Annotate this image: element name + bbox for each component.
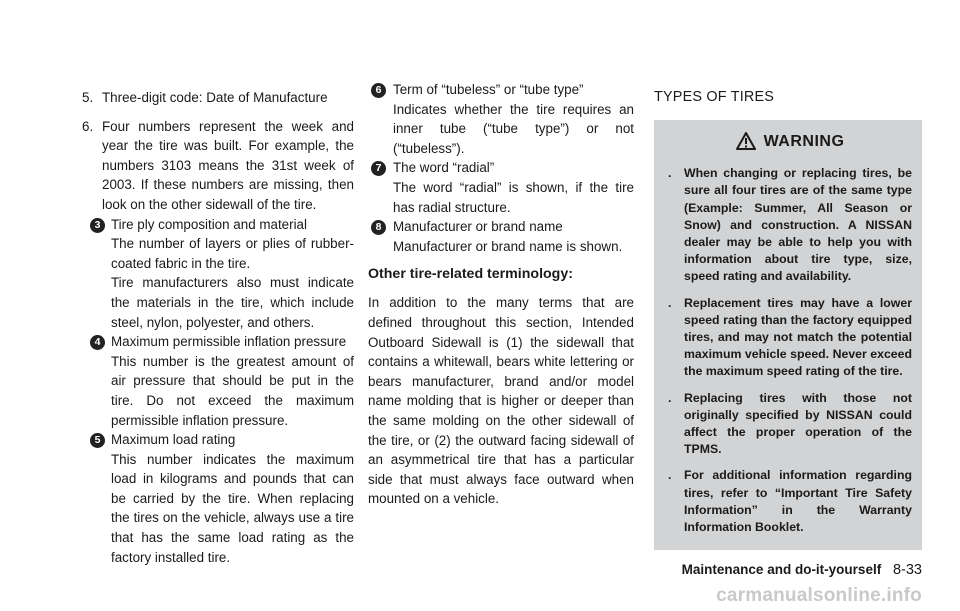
sub-item-body: Tire manufacturers also must indicate the materials in the tire, which include steel, nylon, polyester, and others. bbox=[111, 275, 354, 330]
page-footer bbox=[682, 562, 922, 578]
watermark: carmanualsonline.info bbox=[716, 585, 922, 606]
sub-item-body: Manufacturer or brand name is shown. bbox=[393, 238, 623, 254]
warning-item bbox=[668, 295, 912, 381]
sub-item-tubeless bbox=[368, 80, 634, 158]
warning-header bbox=[668, 132, 912, 152]
column-right bbox=[654, 80, 922, 550]
warning-text: When changing or replacing tires, be sure all four tires are of the same type (Example: Summer, All Season or Snow) and construction. A NISSAN dealer may be able to help you with information about tire type, size, speed rating and availability. bbox=[684, 166, 912, 284]
sub-item-title: Term of “tubeless” or “tube type” bbox=[393, 82, 584, 97]
sub-item-manufacturer bbox=[368, 217, 634, 256]
warning-text: For additional information regarding tires, refer to “Important Tire Safety Information” in the Warranty Information Booklet. bbox=[684, 468, 912, 535]
circled-number-badge: 3 bbox=[90, 218, 105, 233]
column-left bbox=[82, 80, 354, 567]
warning-text: Replacing tires with those not originally specified by NISSAN could affect the proper operation of the TPMS. bbox=[684, 390, 912, 457]
bullet: . bbox=[668, 390, 672, 405]
sub-item-radial bbox=[368, 158, 634, 217]
warning-label: WARNING bbox=[763, 132, 845, 150]
circled-number-badge: 5 bbox=[90, 433, 105, 448]
sub-item-title: Tire ply composition and material bbox=[111, 216, 307, 232]
terminology-paragraph: In addition to the many terms that are defined throughout this section, Intended Outboard Sidewall is (1) the sidewall that contains a whitewall, bears white lettering or bears manufacturer, brand and/or model name molding that is higher or deeper than the same molding on the other sidewall of the tire, or (2) the outward facing sidewall of an asymmetrical tire that has a particular side that must always face outward when mounted on a vehicle. bbox=[368, 295, 634, 507]
item-number: 5. bbox=[82, 90, 94, 105]
circled-number-badge: 4 bbox=[90, 335, 105, 350]
bullet: . bbox=[668, 468, 672, 483]
circled-number-badge: 8 bbox=[371, 220, 386, 235]
warning-box bbox=[654, 120, 922, 551]
sub-item-max-load bbox=[82, 430, 354, 567]
list-item bbox=[82, 117, 354, 215]
item-text: Three-digit code: Date of Manufacture bbox=[102, 90, 328, 105]
warning-item bbox=[668, 390, 912, 459]
item-text: Four numbers represent the week and year the tire was built. For example, the numbers 3103 means the 31st week of 2003. If these numbers are missing, then look on the other sidewall of the tire. bbox=[102, 118, 354, 212]
sub-item-body: This number is the greatest amount of air pressure that should be put in the tire. Do not exceed the maximum permissible inflation pressure. bbox=[111, 353, 354, 428]
section-title: TYPES OF TIRES bbox=[654, 89, 775, 105]
warning-text: Replacement tires may have a lower speed rating than the factory equipped tires, and may not match the potential maximum vehicle speed. Never exceed the maximum speed rating of the tire. bbox=[684, 295, 912, 379]
sub-item-title: Manufacturer or brand name bbox=[393, 219, 563, 235]
footer-section-name: Maintenance and do-it-yourself bbox=[681, 562, 882, 577]
bullet: . bbox=[668, 295, 672, 310]
sub-item-body: The number of layers or plies of rubber-coated fabric in the tire. bbox=[111, 236, 354, 271]
warning-item bbox=[668, 165, 912, 285]
subheading: Other tire-related terminology: bbox=[368, 266, 573, 283]
sub-item-ply-composition bbox=[82, 215, 354, 333]
sub-item-body: This number indicates the maximum load in kilograms and pounds that can be carried by the tire. When replacing the tires on the vehicle, always use a tire that has the same load rating as the factory installed tire. bbox=[111, 451, 354, 565]
sub-item-body: The word “radial” is shown, if the tire has radial structure. bbox=[393, 179, 634, 215]
item-number: 6. bbox=[82, 118, 94, 134]
warning-item bbox=[668, 467, 912, 536]
page-number: 8-33 bbox=[892, 562, 922, 578]
bullet: . bbox=[668, 166, 672, 181]
sub-item-body: Indicates whether the tire requires an inner tube (“tube type”) or not (“tubeless”). bbox=[393, 101, 634, 156]
sub-item-title: Maximum load rating bbox=[111, 432, 236, 448]
sub-item-title: The word “radial” bbox=[393, 160, 495, 176]
circled-number-badge: 7 bbox=[371, 161, 386, 176]
sub-item-max-inflation bbox=[82, 332, 354, 430]
warning-triangle-icon bbox=[736, 132, 756, 150]
sub-item-title: Maximum permissible inflation pressure bbox=[111, 334, 347, 350]
column-middle bbox=[368, 80, 634, 509]
circled-number-badge: 6 bbox=[371, 83, 386, 98]
list-item bbox=[82, 88, 354, 108]
